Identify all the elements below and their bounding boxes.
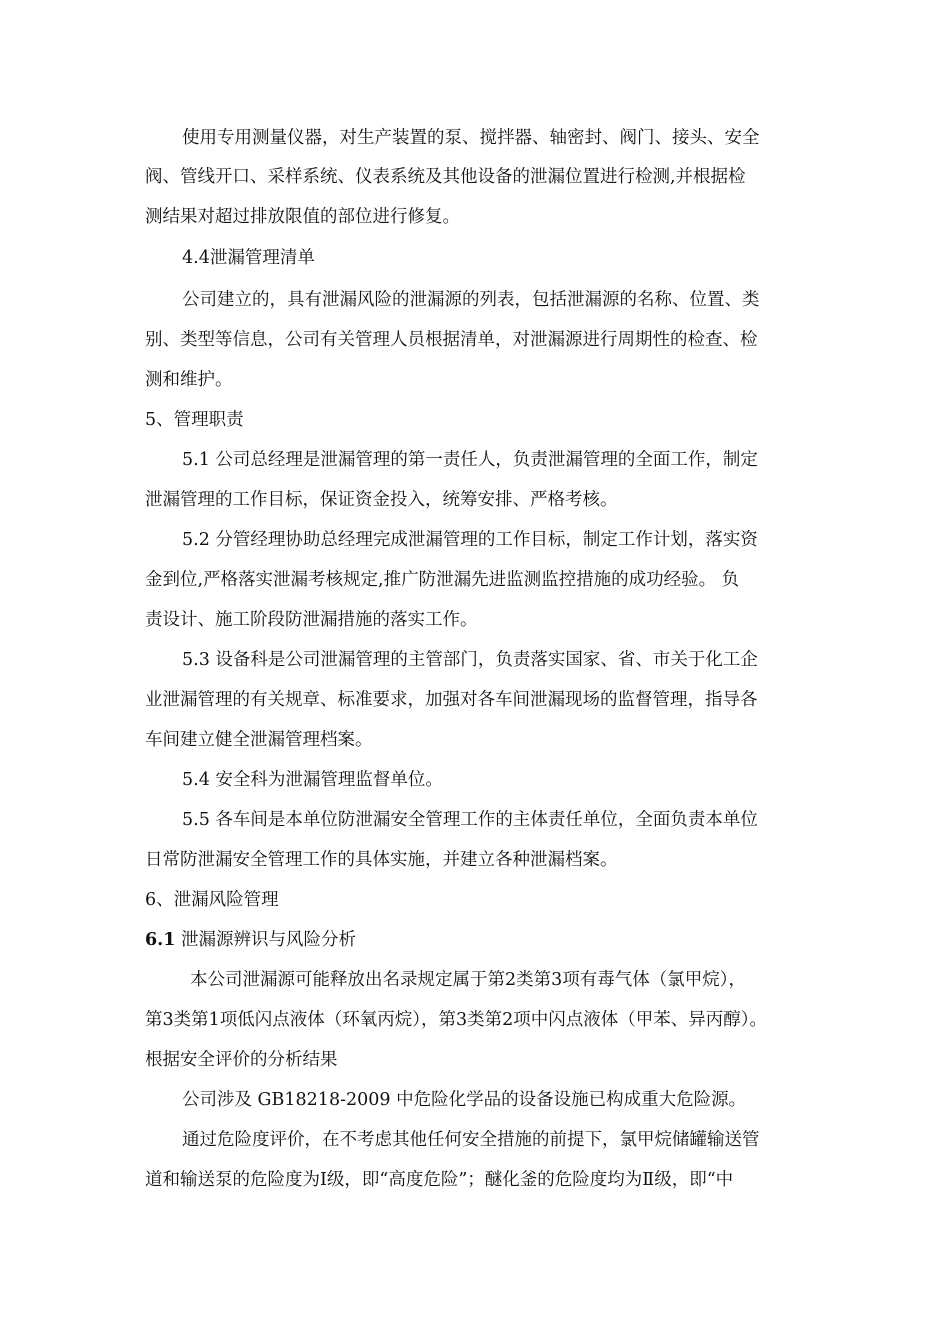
paragraph-line: 阀、管线开口、采样系统、仪表系统及其他设备的泄漏位置进行检测,并根据检	[145, 167, 746, 187]
paragraph-line: 车间建立健全泄漏管理档案。	[145, 730, 373, 750]
paragraph-line: 5.2 分管经理协助总经理完成泄漏管理的工作目标，制定工作计划，落实资	[182, 530, 758, 550]
section-heading: 5、管理职责	[145, 410, 244, 430]
paragraph-line: 测结果对超过排放限值的部位进行修复。	[145, 207, 460, 227]
paragraph-line: 使用专用测量仪器，对生产装置的泵、搅拌器、轴密封、阀门、接头、安全	[182, 128, 760, 148]
paragraph-line: 测和维护。	[145, 370, 233, 390]
paragraph-line: 日常防泄漏安全管理工作的具体实施，并建立各种泄漏档案。	[145, 850, 618, 870]
paragraph-line: 别、类型等信息，公司有关管理人员根据清单，对泄漏源进行周期性的检查、检	[145, 330, 758, 350]
paragraph-line: 金到位,严格落实泄漏考核规定,推广防泄漏先进监测监控措施的成功经验。 负	[145, 570, 740, 590]
paragraph-line: 泄漏管理的工作目标，保证资金投入，统筹安排、严格考核。	[145, 490, 618, 510]
section-heading: 6、泄漏风险管理	[145, 890, 279, 910]
paragraph-line: 业泄漏管理的有关规章、标准要求，加强对各车间泄漏现场的监督管理，指导各	[145, 690, 758, 710]
heading-text: 泄漏源辨识与风险分析	[181, 930, 357, 950]
paragraph-line: 公司建立的，具有泄漏风险的泄漏源的列表，包括泄漏源的名称、位置、类	[182, 290, 760, 310]
paragraph-line: 第3类第1项低闪点液体（环氧丙烷），第3类第2项中闪点液体（甲苯、异丙醇）。	[145, 1010, 768, 1030]
paragraph-line: 责设计、施工阶段防泄漏措施的落实工作。	[145, 610, 478, 630]
heading-number: 6.1	[145, 930, 176, 950]
paragraph-line: 5.1 公司总经理是泄漏管理的第一责任人，负责泄漏管理的全面工作，制定	[182, 450, 758, 470]
paragraph-line: 根据安全评价的分析结果	[145, 1050, 338, 1070]
paragraph-line: 5.3 设备科是公司泄漏管理的主管部门，负责落实国家、省、市关于化工企	[182, 650, 758, 670]
paragraph-line: 道和输送泵的危险度为Ⅰ级，即“高度危险”；醚化釜的危险度均为Ⅱ级，即“中	[145, 1170, 734, 1190]
paragraph-line: 5.5 各车间是本单位防泄漏安全管理工作的主体责任单位，全面负责本单位	[182, 810, 758, 830]
paragraph-line: 5.4 安全科为泄漏管理监督单位。	[182, 770, 443, 790]
subsection-heading	[145, 928, 356, 952]
section-heading: 4.4泄漏管理清单	[182, 248, 315, 268]
paragraph-line: 本公司泄漏源可能释放出名录规定属于第2类第3项有毒气体（氯甲烷），	[190, 970, 747, 990]
paragraph-line: 公司涉及 GB18218-2009 中危险化学品的设备设施已构成重大危险源。	[182, 1090, 747, 1110]
paragraph-line: 通过危险度评价，在不考虑其他任何安全措施的前提下，氯甲烷储罐输送管	[182, 1130, 760, 1150]
